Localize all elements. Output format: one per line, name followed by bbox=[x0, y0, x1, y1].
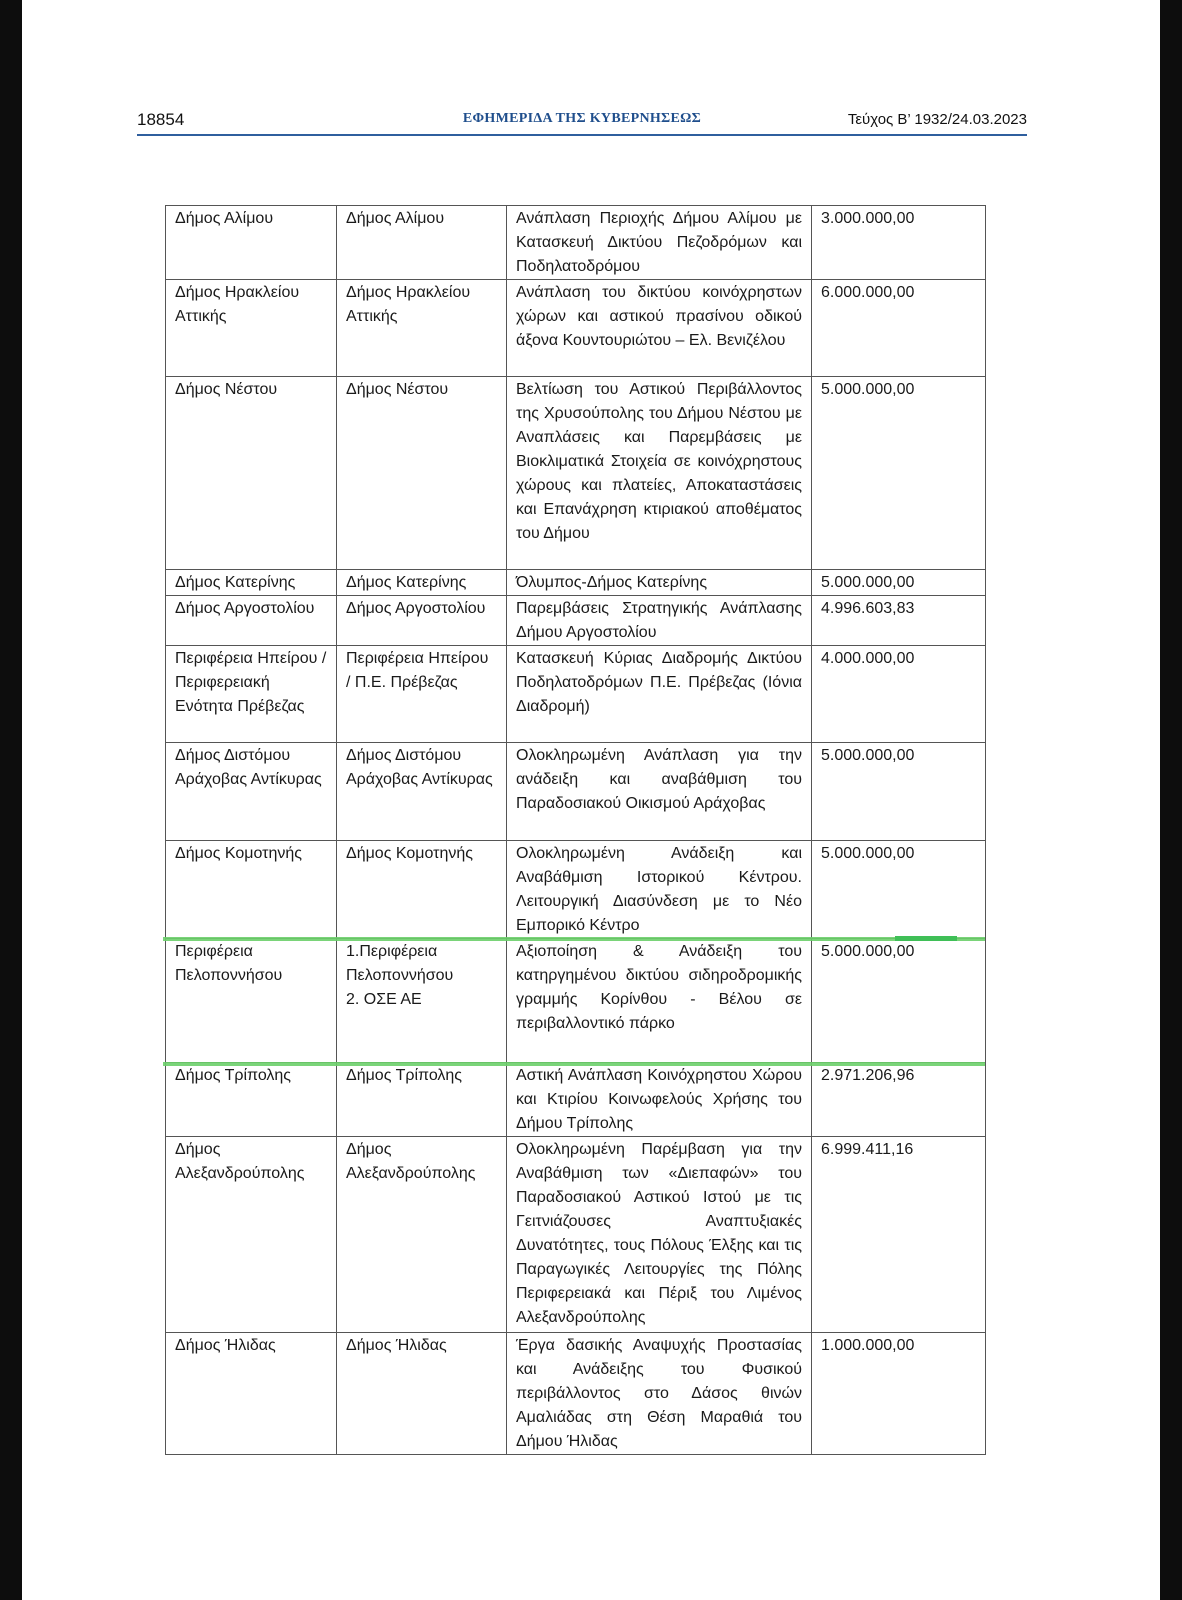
project-cell: Ανάπλαση του δικτύου κοινόχρηστων χώρων και αστικού πρασίνου οδικού άξονα Κουντουριώτου – Ελ. Βενιζέλου bbox=[507, 280, 812, 377]
beneficiary-cell: Δήμος Αλεξανδρούπολης bbox=[166, 1137, 337, 1333]
funding-table bbox=[165, 205, 986, 1455]
beneficiary-cell: Δήμος Διστόμου Αράχοβας Αντίκυρας bbox=[166, 743, 337, 841]
project-cell: Αστική Ανάπλαση Κοινόχρηστου Χώρου και Κτιρίου Κοινωφελούς Χρήσης του Δήμου Τρίπολης bbox=[507, 1063, 812, 1137]
table-row bbox=[166, 743, 986, 841]
amount-cell: 6.999.411,16 bbox=[812, 1137, 986, 1333]
body-cell: Περιφέρεια Ηπείρου / Π.Ε. Πρέβεζας bbox=[337, 646, 507, 743]
amount-cell: 2.971.206,96 bbox=[812, 1063, 986, 1137]
amount-cell: 5.000.000,00 bbox=[812, 377, 986, 570]
beneficiary-cell: Δήμος Νέστου bbox=[166, 377, 337, 570]
beneficiary-cell: Περιφέρεια Πελοποννήσου bbox=[166, 939, 337, 1063]
beneficiary-cell: Δήμος Ηρακλείου Αττικής bbox=[166, 280, 337, 377]
highlight-line-bottom bbox=[163, 1062, 985, 1066]
table-row bbox=[166, 570, 986, 596]
highlight-line-top bbox=[163, 937, 985, 941]
project-cell: Ολοκληρωμένη Ανάπλαση για την ανάδειξη και αναβάθμιση του Παραδοσιακού Οικισμού Αράχοβας bbox=[507, 743, 812, 841]
table-row bbox=[166, 841, 986, 939]
body-cell: Δήμος Διστόμου Αράχοβας Αντίκυρας bbox=[337, 743, 507, 841]
beneficiary-cell: Δήμος Αλίμου bbox=[166, 206, 337, 280]
table-row bbox=[166, 377, 986, 570]
table-row bbox=[166, 1063, 986, 1137]
issue-reference: Τεύχος Β’ 1932/24.03.2023 bbox=[847, 111, 1027, 128]
table-row bbox=[166, 206, 986, 280]
body-cell: Δήμος Ηρακλείου Αττικής bbox=[337, 280, 507, 377]
amount-cell: 3.000.000,00 bbox=[812, 206, 986, 280]
amount-cell: 5.000.000,00 bbox=[812, 841, 986, 939]
body-cell: Δήμος Αλεξανδρούπολης bbox=[337, 1137, 507, 1333]
beneficiary-cell: Δήμος Κατερίνης bbox=[166, 570, 337, 596]
table-row bbox=[166, 939, 986, 1063]
project-cell: Παρεμβάσεις Στρατηγικής Ανάπλασης Δήμου Αργοστολίου bbox=[507, 596, 812, 646]
left-dark-border bbox=[0, 0, 22, 1600]
amount-cell: 4.000.000,00 bbox=[812, 646, 986, 743]
beneficiary-cell: Δήμος Αργοστολίου bbox=[166, 596, 337, 646]
right-dark-border bbox=[1160, 0, 1182, 1600]
amount-cell: 5.000.000,00 bbox=[812, 570, 986, 596]
body-cell: Δήμος Κατερίνης bbox=[337, 570, 507, 596]
beneficiary-cell: Δήμος Κομοτηνής bbox=[166, 841, 337, 939]
gazette-title: ΕΦΗΜΕΡΙΔΑ ΤΗΣ ΚΥΒΕΡΝΗΣΕΩΣ bbox=[462, 111, 702, 126]
body-cell: Δήμος Τρίπολης bbox=[337, 1063, 507, 1137]
beneficiary-cell: Περιφέρεια Ηπείρου / Περιφερειακή Ενότητα Πρέβεζας bbox=[166, 646, 337, 743]
table-row bbox=[166, 280, 986, 377]
project-cell: Έργα δασικής Αναψυχής Προστασίας και Ανάδειξης του Φυσικού περιβάλλοντος στο Δάσος θινών Αμαλιάδας στη Θέση Μαραθιά του Δήμου Ήλιδας bbox=[507, 1333, 812, 1455]
project-cell: Κατασκευή Κύριας Διαδρομής Δικτύου Ποδηλατοδρόμων Π.Ε. Πρέβεζας (Ιόνια Διαδρομή) bbox=[507, 646, 812, 743]
project-cell: Ολοκληρωμένη Ανάδειξη και Αναβάθμιση Ιστορικού Κέντρου. Λειτουργική Διασύνδεση με το Νέο Εμπορικό Κέντρο bbox=[507, 841, 812, 939]
project-cell: Αξιοποίηση & Ανάδειξη του κατηργημένου δικτύου σιδηροδρομικής γραμμής Κορίνθου - Βέλου σε περιβαλλοντικό πάρκο bbox=[507, 939, 812, 1063]
body-cell: Δήμος Αλίμου bbox=[337, 206, 507, 280]
highlight-marker bbox=[895, 936, 957, 941]
amount-cell: 5.000.000,00 bbox=[812, 939, 986, 1063]
project-cell: Ολοκληρωμένη Παρέμβαση για την Αναβάθμιση των «Διεπαφών» του Παραδοσιακού Αστικού Ιστού με τις Γειτνιάζουσες Αναπτυξιακές Δυνατότητες, τους Πόλους Έλξης και τις Παραγωγικές Λειτουργίες της Πόλης Περιφερειακά και Πέριξ του Λιμένος Αλεξανδρούπολης bbox=[507, 1137, 812, 1333]
beneficiary-cell: Δήμος Ήλιδας bbox=[166, 1333, 337, 1455]
page-header bbox=[137, 108, 1027, 136]
body-cell: Δήμος Ήλιδας bbox=[337, 1333, 507, 1455]
amount-cell: 6.000.000,00 bbox=[812, 280, 986, 377]
amount-cell: 1.000.000,00 bbox=[812, 1333, 986, 1455]
amount-cell: 5.000.000,00 bbox=[812, 743, 986, 841]
body-cell: Δήμος Αργοστολίου bbox=[337, 596, 507, 646]
table-row bbox=[166, 646, 986, 743]
body-cell: 1.Περιφέρεια Πελοποννήσου 2. ΟΣΕ ΑΕ bbox=[337, 939, 507, 1063]
project-cell: Ανάπλαση Περιοχής Δήμου Αλίμου με Κατασκευή Δικτύου Πεζοδρόμων και Ποδηλατοδρόμου bbox=[507, 206, 812, 280]
body-cell: Δήμος Νέστου bbox=[337, 377, 507, 570]
project-cell: Βελτίωση του Αστικού Περιβάλλοντος της Χρυσούπολης του Δήμου Νέστου με Αναπλάσεις και Παρεμβάσεις με Βιοκλιματικά Στοιχεία σε κοινόχρηστους χώρους και πλατείες, Αποκαταστάσεις και Επανάχρηση κτιριακού αποθέματος του Δήμου bbox=[507, 377, 812, 570]
table-row bbox=[166, 1333, 986, 1455]
table-row bbox=[166, 1137, 986, 1333]
project-cell: Όλυμπος-Δήμος Κατερίνης bbox=[507, 570, 812, 596]
table-row bbox=[166, 596, 986, 646]
page-number: 18854 bbox=[137, 110, 185, 129]
body-cell: Δήμος Κομοτηνής bbox=[337, 841, 507, 939]
amount-cell: 4.996.603,83 bbox=[812, 596, 986, 646]
beneficiary-cell: Δήμος Τρίπολης bbox=[166, 1063, 337, 1137]
